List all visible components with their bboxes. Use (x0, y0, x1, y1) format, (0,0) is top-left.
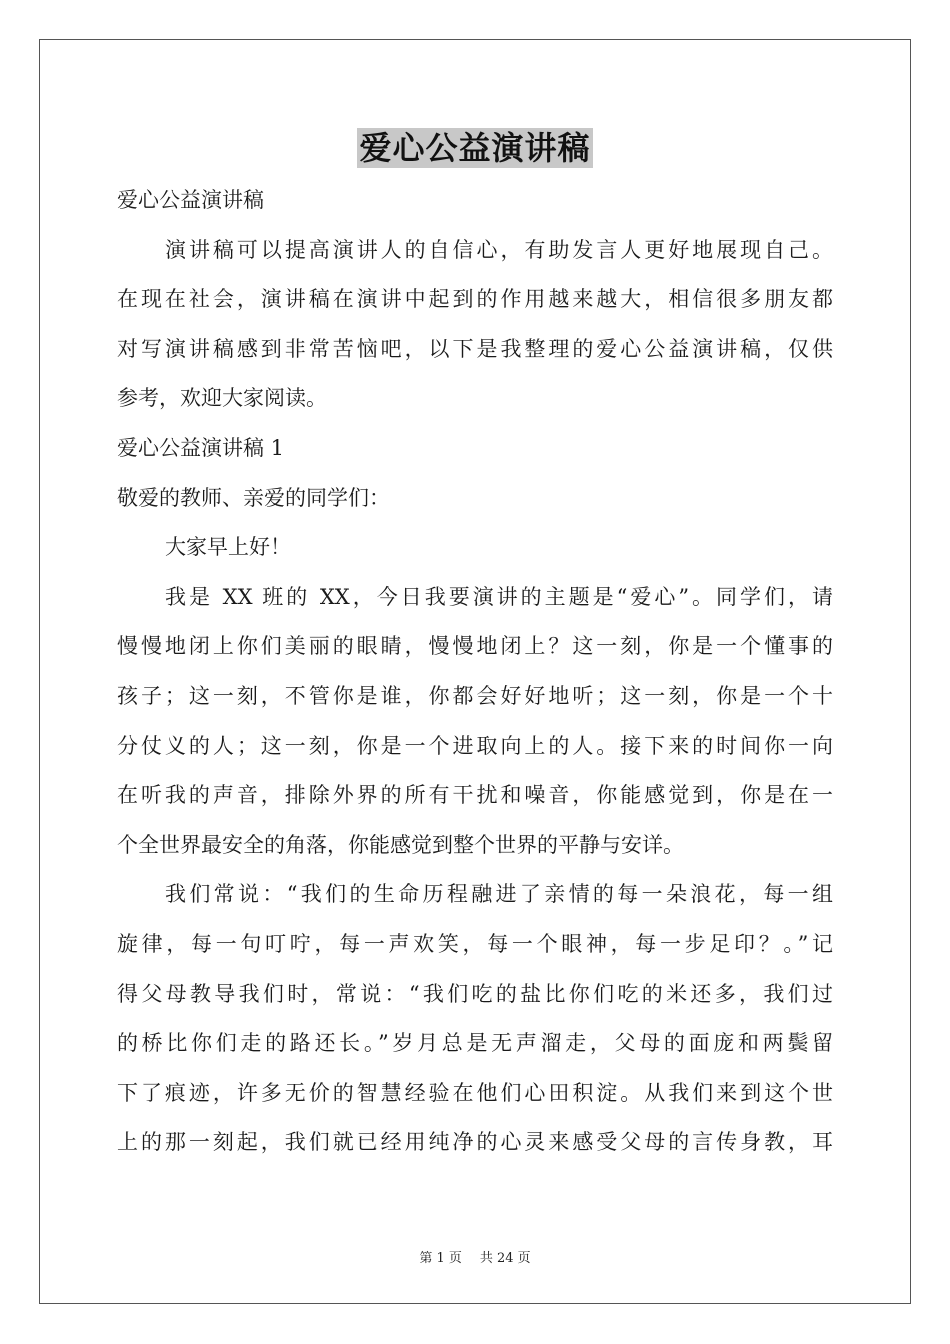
page-number: 第 1 页 (419, 1251, 462, 1266)
text-line: 我们常说：“我们的生命历程融进了亲情的每一朵浪花，每一组 (165, 882, 833, 907)
text-line: 得父母教导我们时，常说：“我们吃的盐比你们吃的米还多，我们过 (117, 981, 833, 1006)
text-line: 的桥比你们走的路还长。”岁月总是无声溜走，父母的面庞和两鬓留 (117, 1031, 833, 1056)
title-container (0, 128, 950, 168)
text-line: 敬爱的教师、亲爱的同学们： (117, 485, 390, 510)
text-line: 爱心公益演讲稿 1 (117, 435, 285, 460)
text-line: 慢慢地闭上你们美丽的眼睛，慢慢地闭上？这一刻，你是一个懂事的 (117, 634, 833, 659)
document-title: 爱心公益演讲稿 (359, 129, 591, 167)
text-line: 个全世界最安全的角落，你能感觉到整个世界的平静与安详。 (117, 832, 684, 857)
text-line: 旋律，每一句叮咛，每一声欢笑，每一个眼神，每一步足印？。”记 (117, 931, 833, 956)
text-line: 上的那一刻起，我们就已经用纯净的心灵来感受父母的言传身教，耳 (117, 1130, 833, 1155)
text-line: 参考，欢迎大家阅读。 (117, 386, 327, 411)
text-line: 孩子；这一刻，不管你是谁，你都会好好地听；这一刻，你是一个十 (117, 683, 833, 708)
document-body (117, 176, 833, 1168)
text-line: 对写演讲稿感到非常苦恼吧，以下是我整理的爱心公益演讲稿，仅供 (117, 336, 833, 361)
page-total: 共 24 页 (479, 1251, 531, 1266)
text-line: 大家早上好！ (165, 535, 291, 560)
text-line: 我是 XX 班的 XX，今日我要演讲的主题是“爱心”。同学们，请 (165, 584, 833, 609)
text-line: 在听我的声音，排除外界的所有干扰和噪音，你能感觉到，你是在一 (117, 783, 833, 808)
page-footer (0, 1250, 950, 1268)
text-line: 在现在社会，演讲稿在演讲中起到的作用越来越大，相信很多朋友都 (117, 287, 833, 312)
text-line: 演讲稿可以提高演讲人的自信心，有助发言人更好地展现自己。 (165, 237, 833, 262)
text-line: 爱心公益演讲稿 (117, 188, 264, 212)
text-line: 下了痕迹，许多无价的智慧经验在他们心田积淀。从我们来到这个世 (117, 1080, 833, 1105)
text-line: 分仗义的人；这一刻，你是一个进取向上的人。接下来的时间你一向 (117, 733, 833, 758)
